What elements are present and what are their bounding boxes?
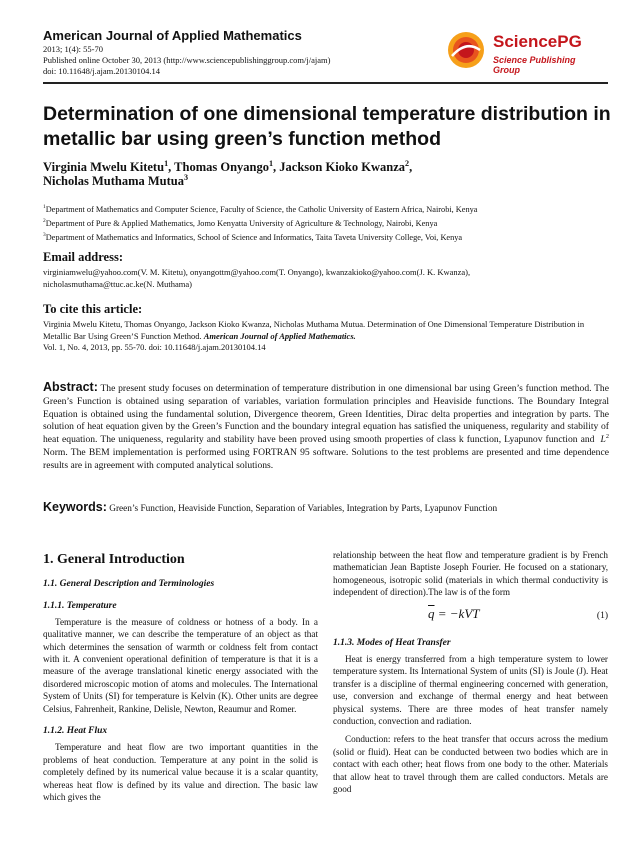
journal-name: American Journal of Applied Mathematics bbox=[43, 28, 302, 43]
doi-line: doi: 10.11648/j.ajam.20130104.14 bbox=[43, 66, 161, 76]
subsection-heading: 1.1. General Description and Terminologies bbox=[43, 579, 215, 589]
affiliation bbox=[43, 218, 437, 229]
affiliation bbox=[43, 204, 477, 215]
cite-heading: To cite this article: bbox=[43, 302, 143, 316]
section-heading: 1. General Introduction bbox=[43, 552, 185, 567]
right-column bbox=[333, 549, 608, 796]
citation-journal: American Journal of Applied Mathematics. bbox=[203, 330, 356, 341]
paragraph-conduction: Conduction: refers to the heat transfer that occurs across the medium (solid or fluid). Heat can be conducted between two bodies which are in contact with each other; heat flows from one body to the other. Materials that allow heat to travel through them are called conductors. Metals are good bbox=[333, 734, 608, 795]
l2-sup: 2 bbox=[605, 433, 610, 440]
subsubsection-heading: 1.1.1. Temperature bbox=[43, 601, 117, 612]
left-column bbox=[43, 552, 318, 804]
email-line[interactable]: nicholasmuthama@ttuc.ac.ke(N. Muthama) bbox=[43, 279, 192, 289]
author-sup: 1 bbox=[268, 158, 274, 168]
paragraph-relationship: relationship between the heat flow and temperature gradient is by French mathematician Jean Baptiste Joseph Fourier. He focused on a stationary, homogeneous, isotropic solid (materials in which thermal conductivity is independent of direction).The law is of the form bbox=[333, 550, 608, 598]
keywords-text: Green’s Function, Heaviside Function, Separation of Variables, Integration by Parts, Lyapunov Function bbox=[109, 504, 498, 514]
author-name: Jackson Kioko Kwanza bbox=[279, 160, 406, 174]
volume-line: 2013; 1(4): 55-70 bbox=[43, 44, 103, 54]
logo-name: SciencePG bbox=[493, 32, 582, 51]
paragraph-modes: Heat is energy transferred from a high temperature system to lower temperature system. Its International System of units (SI) is Joule (J). Heat transfer is a discipline of thermal engineering concerned with generation, use, conversion and exchange of thermal energy and heat between physical systems. There are three modes of heat transfer namely conduction, convection and radiation. bbox=[333, 654, 608, 727]
abstract-label: Abstract: bbox=[43, 380, 98, 394]
equation-number: (1) bbox=[596, 610, 608, 621]
l2-symbol: L bbox=[600, 434, 606, 446]
paper-title: Determination of one dimensional temperature distribution in metallic bar using green’s function method bbox=[43, 103, 611, 150]
keywords bbox=[43, 501, 609, 516]
author-name: Virginia Mwelu Kitetu bbox=[43, 160, 165, 174]
citation-tail: Vol. 1, No. 4, 2013, pp. 55-70. doi: 10.11648/j.ajam.20130104.14 bbox=[43, 342, 266, 352]
author-sup: 3 bbox=[183, 172, 189, 182]
abstract-text-cont: Norm. The BEM implementation is performed using FORTRAN 95 software. Solutions to the test problems are presented and time dependence results are in agreement with computed analytical solutions. bbox=[43, 446, 609, 471]
affiliation-text: Department of Mathematics and Informatics, School of Science and Informatics, Taita Taveta University College, Voi, Kenya bbox=[45, 233, 463, 242]
subsubsection-heading: 1.1.2. Heat Flux bbox=[43, 726, 108, 737]
equation-1 bbox=[333, 603, 608, 629]
email-line[interactable]: virginiamwelu@yahoo.com(V. M. Kitetu), onyangottm@yahoo.com(T. Onyango), kwanzakioko@yahoo.com(J. K. Kwanza), bbox=[43, 267, 471, 277]
affiliation-sup: 2 bbox=[43, 218, 46, 225]
affiliation-text: Department of Pure & Applied Mathematics, Jomo Kenyatta University of Agriculture & Technology, Nairobi, Kenya bbox=[45, 219, 438, 228]
author-name: Nicholas Muthama Mutua bbox=[43, 174, 184, 188]
email-heading: Email address: bbox=[43, 250, 123, 264]
keywords-label: Keywords: bbox=[43, 500, 107, 514]
author-sup: 2 bbox=[405, 158, 410, 168]
email-addresses[interactable] bbox=[43, 266, 598, 290]
abstract-text: The present study focuses on determination of temperature distribution in one dimensional bar using Green’s function method. The Green’s Function is obtained using separation of variables, variation formulation principles and Heaviside functions. The Boundary Integral Equation is obtained using the fundamental solution, Divergence theorem, Green Identities, Dirac delta properties and integration by parts. The solution of heat equation given by the Green’s Function and the boundary integral equation has satisfied the uniqueness, regularity and stability of heat equation. The uniqueness, regularity and stability have been proved using smooth properties of class k function, Lyapunov function and bbox=[43, 383, 609, 446]
author-name: Thomas Onyango bbox=[174, 160, 269, 174]
author-sup: 1 bbox=[164, 158, 169, 168]
affiliation-sup: 3 bbox=[43, 232, 46, 239]
author-list: Virginia Mwelu Kitetu$^1$, Thomas Onyango$^1$, Jackson Kioko Kwanza$^2$, Nicholas Muthama Mutua$^3$ bbox=[43, 158, 413, 188]
equation-rhs: = −kVT bbox=[434, 605, 480, 621]
citation-text bbox=[43, 319, 603, 354]
affiliation-sup: 1 bbox=[43, 204, 46, 211]
affiliation bbox=[43, 232, 462, 243]
sciencepg-logo-icon bbox=[446, 30, 486, 70]
paragraph-heat-flux: Temperature and heat flow are two important quantities in the problems of heat conduction. Temperature at any point in the solid is completely defined by its numerical value because it is a scalar quantity, whereas heat flow is defined by its value and direction. The basic law which gives the bbox=[43, 742, 318, 803]
paragraph-temperature: Temperature is the measure of coldness or hotness of a body. In a qualitative manner, we can describe the temperature of an object as that which determines the sensation of warmth or coldness felt from contact with it. A convenient operational definition of temperature is that it is a measure of the average translational kinetic energy associated with the disordered microscopic motion of atoms and molecules. The International System of Units (SI) for temperature is Kelvin (K). Other units are degree Celsius, Fahrenheit, Rankine, Delisle, Newton, Reaumur and Romer. bbox=[43, 616, 318, 714]
affiliation-text: Department of Mathematics and Computer Science, Faculty of Science, the Catholic University of Eastern Africa, Nairobi, Kenya bbox=[45, 205, 478, 214]
header-rule bbox=[43, 82, 608, 84]
sciencepg-logo bbox=[446, 30, 596, 76]
equation-lhs: $\overline{q}$ bbox=[428, 605, 435, 621]
abstract bbox=[43, 381, 609, 473]
published-line[interactable]: Published online October 30, 2013 (http://www.sciencepublishinggroup.com/j/ajam) bbox=[43, 55, 331, 65]
subsubsection-heading: 1.1.3. Modes of Heat Transfer bbox=[333, 637, 451, 648]
equation-text bbox=[428, 605, 480, 621]
citation-main: Virginia Mwelu Kitetu, Thomas Onyango, Jackson Kioko Kwanza, Nicholas Muthama Mutua. Determination of One Dimensional Temperature Distribution in Metallic Bar Using Green’S Function Method. bbox=[43, 319, 585, 341]
logo-subtitle: Science Publishing Group bbox=[493, 55, 576, 75]
